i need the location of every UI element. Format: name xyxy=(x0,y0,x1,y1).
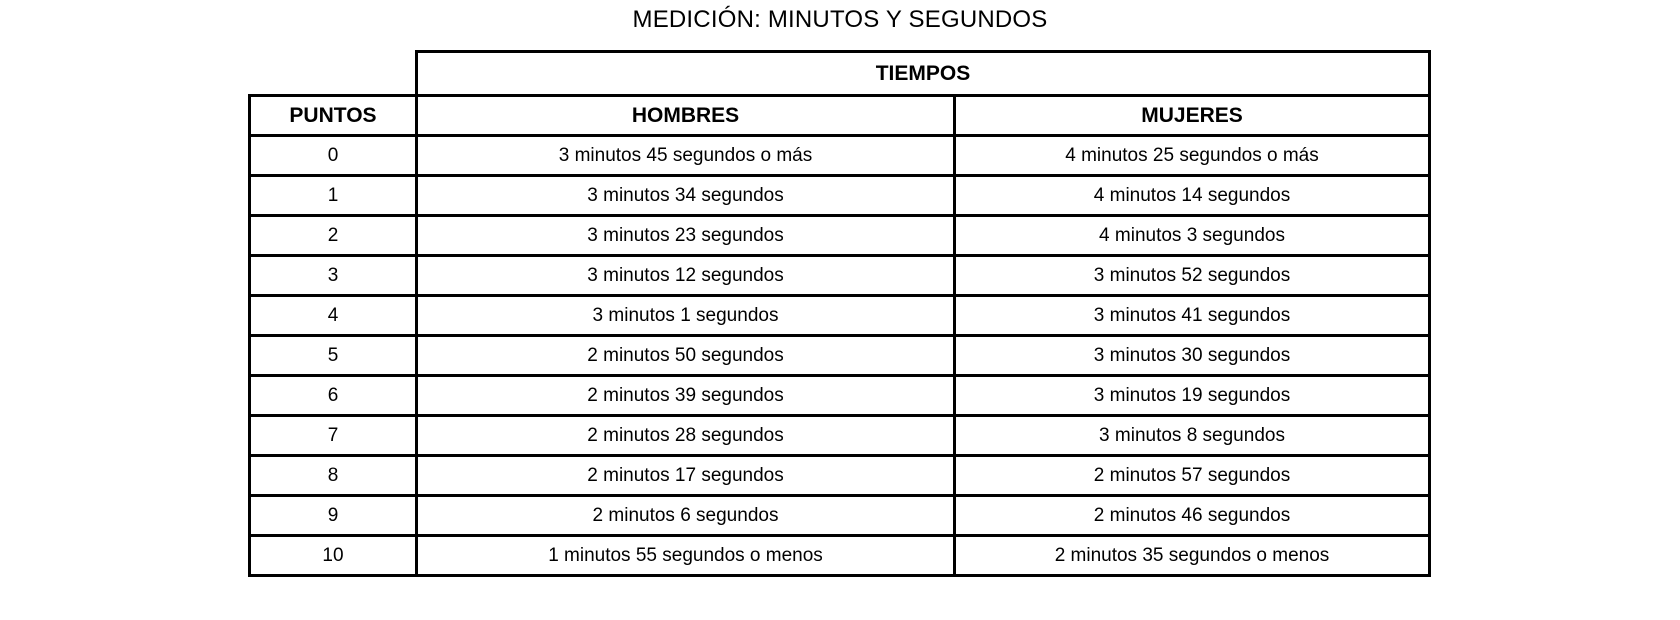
table-header xyxy=(250,52,1430,136)
group-header-row xyxy=(250,52,1430,96)
cell-hombres: 2 minutos 50 segundos xyxy=(417,336,955,376)
cell-hombres: 1 minutos 55 segundos o menos xyxy=(417,536,955,576)
corner-blank-cell xyxy=(250,52,417,96)
cell-mujeres: 4 minutos 3 segundos xyxy=(955,216,1430,256)
group-header-tiempos: TIEMPOS xyxy=(417,52,1430,96)
cell-puntos: 0 xyxy=(250,136,417,176)
cell-hombres: 2 minutos 17 segundos xyxy=(417,456,955,496)
cell-mujeres: 2 minutos 46 segundos xyxy=(955,496,1430,536)
table-row xyxy=(250,376,1430,416)
cell-puntos: 6 xyxy=(250,376,417,416)
col-header-mujeres: MUJERES xyxy=(955,96,1430,136)
cell-mujeres: 3 minutos 8 segundos xyxy=(955,416,1430,456)
cell-puntos: 1 xyxy=(250,176,417,216)
cell-mujeres: 3 minutos 19 segundos xyxy=(955,376,1430,416)
table-row xyxy=(250,456,1430,496)
table-row xyxy=(250,336,1430,376)
cell-puntos: 4 xyxy=(250,296,417,336)
scoring-table xyxy=(248,50,1431,577)
cell-hombres: 2 minutos 6 segundos xyxy=(417,496,955,536)
column-header-row xyxy=(250,96,1430,136)
table-row xyxy=(250,256,1430,296)
cell-hombres: 3 minutos 23 segundos xyxy=(417,216,955,256)
cell-mujeres: 3 minutos 41 segundos xyxy=(955,296,1430,336)
cell-mujeres: 2 minutos 35 segundos o menos xyxy=(955,536,1430,576)
table-row xyxy=(250,416,1430,456)
cell-puntos: 8 xyxy=(250,456,417,496)
cell-hombres: 3 minutos 1 segundos xyxy=(417,296,955,336)
table-row xyxy=(250,136,1430,176)
col-header-hombres: HOMBRES xyxy=(417,96,955,136)
cell-mujeres: 3 minutos 52 segundos xyxy=(955,256,1430,296)
cell-hombres: 3 minutos 45 segundos o más xyxy=(417,136,955,176)
cell-puntos: 2 xyxy=(250,216,417,256)
table-row xyxy=(250,536,1430,576)
cell-mujeres: 2 minutos 57 segundos xyxy=(955,456,1430,496)
cell-puntos: 7 xyxy=(250,416,417,456)
table-body xyxy=(250,136,1430,576)
cell-puntos: 3 xyxy=(250,256,417,296)
cell-puntos: 10 xyxy=(250,536,417,576)
cell-hombres: 3 minutos 34 segundos xyxy=(417,176,955,216)
cell-puntos: 5 xyxy=(250,336,417,376)
page-title: MEDICIÓN: MINUTOS Y SEGUNDOS xyxy=(632,6,1048,33)
cell-hombres: 3 minutos 12 segundos xyxy=(417,256,955,296)
cell-mujeres: 3 minutos 30 segundos xyxy=(955,336,1430,376)
cell-puntos: 9 xyxy=(250,496,417,536)
cell-hombres: 2 minutos 39 segundos xyxy=(417,376,955,416)
table-row xyxy=(250,296,1430,336)
table-row xyxy=(250,216,1430,256)
cell-hombres: 2 minutos 28 segundos xyxy=(417,416,955,456)
table-row xyxy=(250,496,1430,536)
cell-mujeres: 4 minutos 14 segundos xyxy=(955,176,1430,216)
col-header-puntos: PUNTOS xyxy=(250,96,417,136)
cell-mujeres: 4 minutos 25 segundos o más xyxy=(955,136,1430,176)
table-row xyxy=(250,176,1430,216)
